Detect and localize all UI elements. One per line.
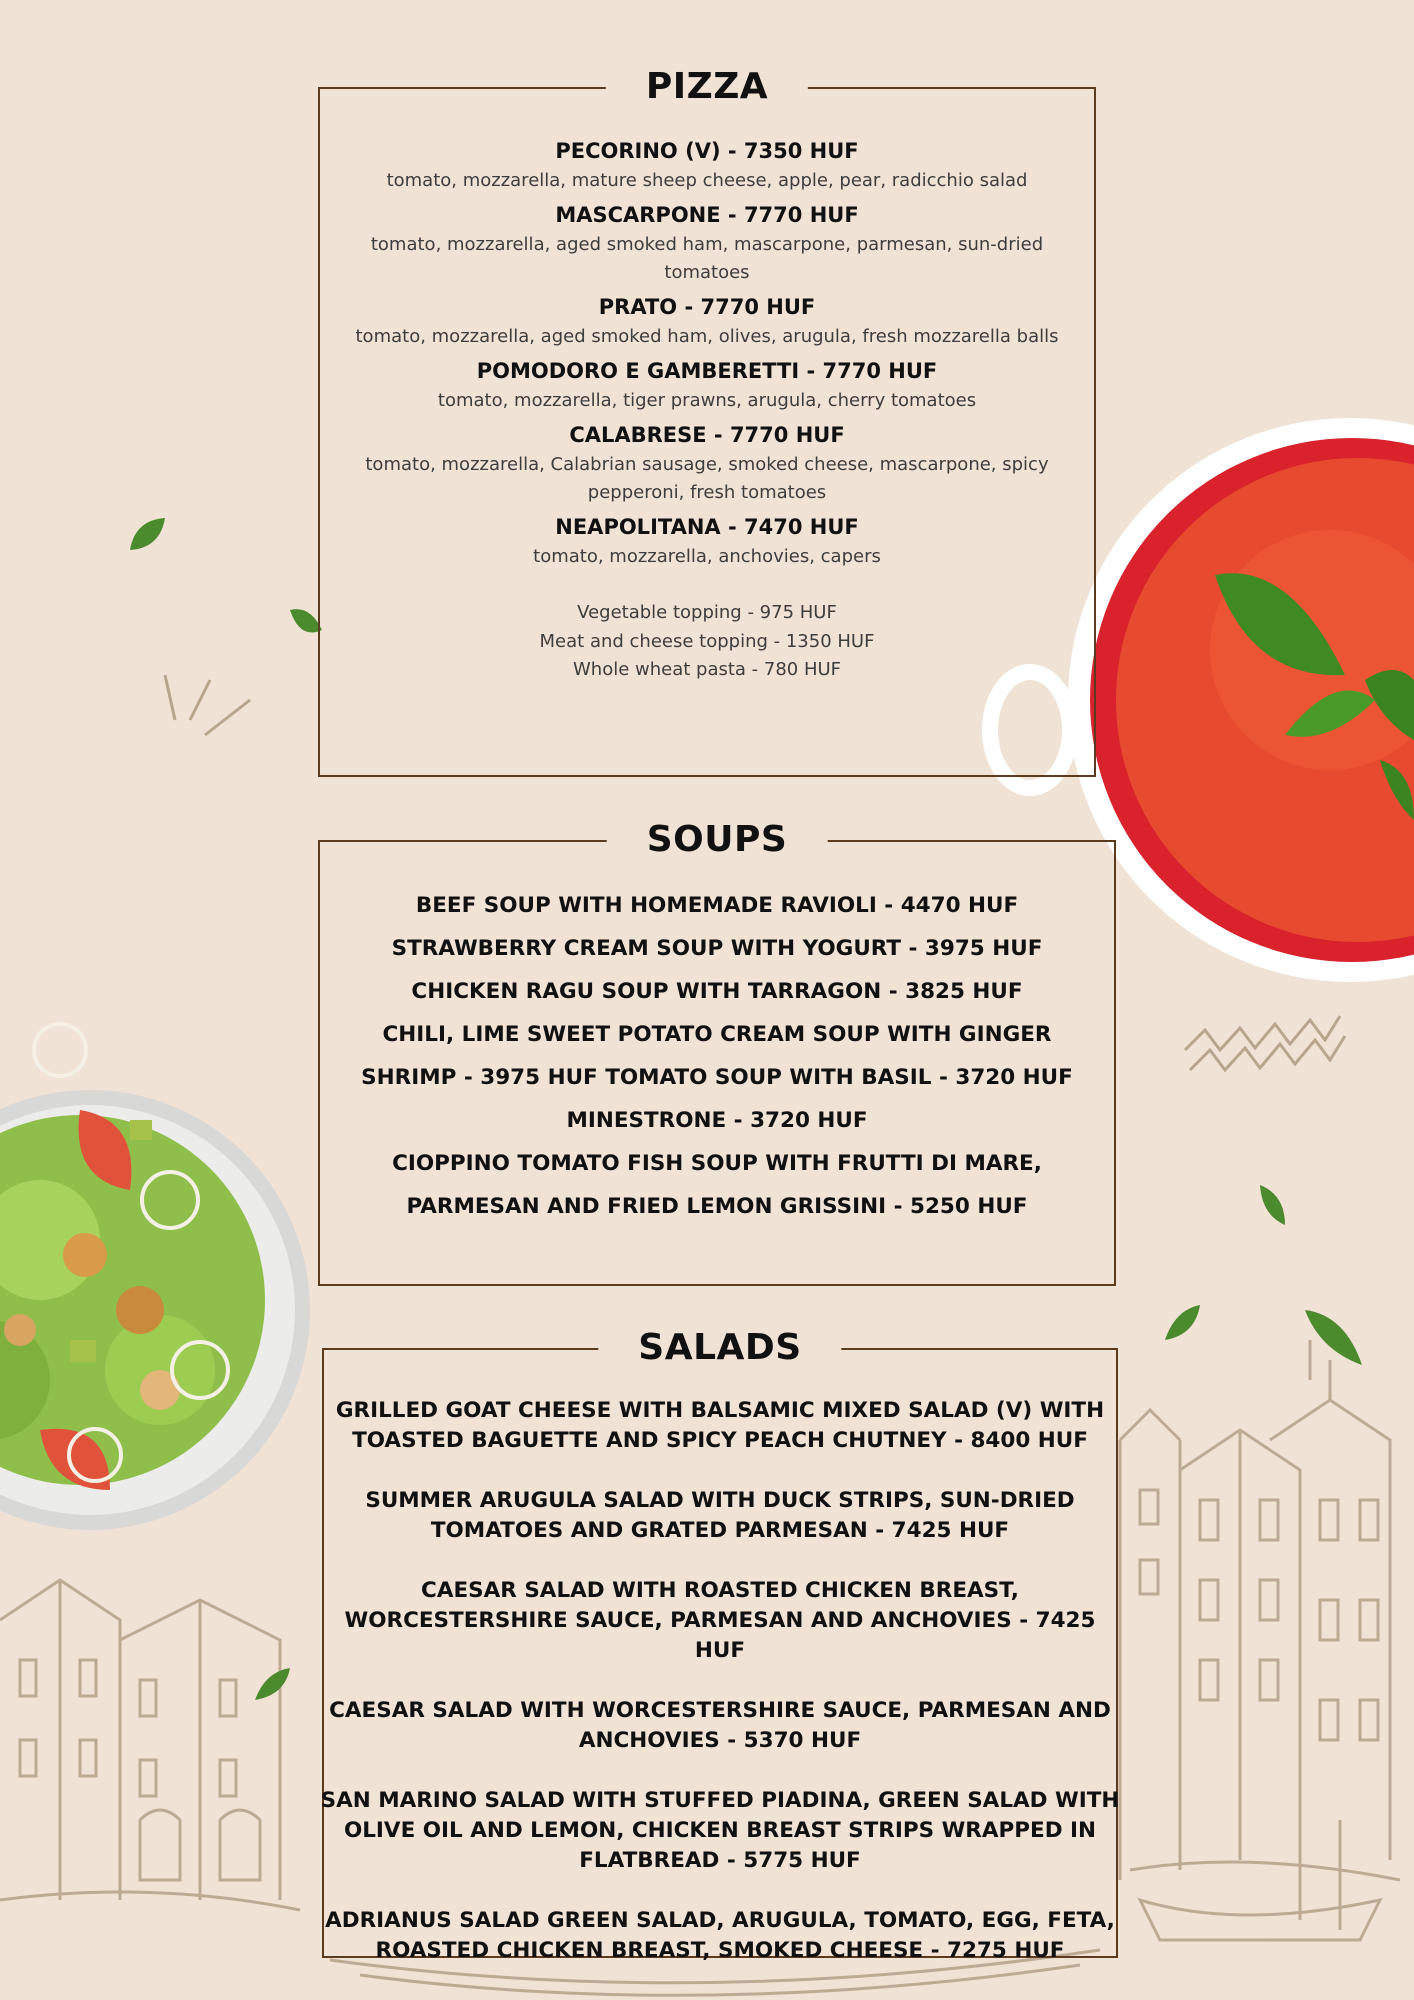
salad-item: SAN MARINO SALAD WITH STUFFED PIADINA, GREEN SALAD WITH OLIVE OIL AND LEMON, CHICKEN BREAST STRIPS WRAPPED IN FLATBREAD - 5775 HUF [320, 1788, 1120, 1873]
menu-item-description: tomato, mozzarella, aged smoked ham, mascarpone, parmesan, sun-dried tomatoes [370, 234, 1044, 283]
salads-section-title: SALADS [598, 1320, 841, 1376]
soup-line: CHILI, LIME SWEET POTATO CREAM SOUP WITH GINGER [382, 1022, 1052, 1047]
menu-item-name: MASCARPONE - 7770 HUF [555, 203, 859, 227]
menu-item-name: POMODORO E GAMBERETTI - 7770 HUF [476, 359, 938, 383]
menu-item-name: PRATO - 7770 HUF [598, 295, 816, 319]
soup-line: BEEF SOUP WITH HOMEMADE RAVIOLI - 4470 HUF [415, 893, 1019, 918]
soups-section-title: SOUPS [607, 812, 828, 868]
pizza-items [320, 135, 1094, 685]
extra-item: Meat and cheese topping - 1350 HUF [539, 630, 875, 652]
menu-item [320, 511, 1094, 571]
menu-item-name: PECORINO (V) - 7350 HUF [555, 139, 859, 163]
pizza-section [318, 66, 1096, 777]
menu-item [320, 135, 1094, 195]
menu-item-description: tomato, mozzarella, tiger prawns, arugula, cherry tomatoes [437, 390, 977, 411]
menu-item-name: CALABRESE - 7770 HUF [569, 423, 845, 447]
soup-line: CHICKEN RAGU SOUP WITH TARRAGON - 3825 HUF [411, 979, 1023, 1004]
soup-line: SHRIMP - 3975 HUF TOMATO SOUP WITH BASIL - 3720 HUF [361, 1065, 1073, 1090]
salad-item: ADRIANUS SALAD GREEN SALAD, ARUGULA, TOMATO, EGG, FETA, ROASTED CHICKEN BREAST, SMOKED CHEESE - 7275 HUF [325, 1908, 1115, 1963]
menu-item [320, 419, 1094, 507]
menu-item-name: NEAPOLITANA - 7470 HUF [555, 515, 859, 539]
soup-items [320, 884, 1114, 1228]
salad-items [318, 1396, 1122, 1996]
pizza-section-title: PIZZA [606, 59, 808, 115]
soup-line: STRAWBERRY CREAM SOUP WITH YOGURT - 3975 HUF [391, 936, 1043, 961]
soup-line: CIOPPINO TOMATO FISH SOUP WITH FRUTTI DI MARE, [392, 1151, 1042, 1176]
salad-item: CAESAR SALAD WITH ROASTED CHICKEN BREAST, WORCESTERSHIRE SAUCE, PARMESAN AND ANCHOVIES - 7425 HUF [344, 1578, 1096, 1663]
menu-item-description: tomato, mozzarella, Calabrian sausage, smoked cheese, mascarpone, spicy pepperoni, fresh tomatoes [365, 454, 1049, 503]
salad-item: SUMMER ARUGULA SALAD WITH DUCK STRIPS, SUN-DRIED TOMATOES AND GRATED PARMESAN - 7425 HUF [365, 1488, 1075, 1543]
menu-item-description: tomato, mozzarella, anchovies, capers [533, 546, 881, 567]
salad-item: GRILLED GOAT CHEESE WITH BALSAMIC MIXED SALAD (V) WITH TOASTED BAGUETTE AND SPICY PEACH CHUTNEY - 8400 HUF [335, 1398, 1105, 1453]
menu-item [320, 355, 1094, 415]
extra-item: Vegetable topping - 975 HUF [577, 602, 837, 623]
salads-section [320, 1327, 1120, 1963]
city-sketch-right [1120, 1340, 1400, 1940]
pizza-extras [320, 599, 1094, 685]
salad-item: CAESAR SALAD WITH WORCESTERSHIRE SAUCE, PARMESAN AND ANCHOVIES - 5370 HUF [329, 1698, 1111, 1753]
menu-item-description: tomato, mozzarella, aged smoked ham, olives, arugula, fresh mozzarella balls [355, 326, 1059, 347]
city-sketch-left [0, 1580, 300, 1910]
sparkle-doodle [165, 675, 250, 735]
menu-item [320, 291, 1094, 351]
extra-item: Whole wheat pasta - 780 HUF [572, 659, 842, 680]
soups-section [318, 819, 1116, 1286]
menu-item-description: tomato, mozzarella, mature sheep cheese, apple, pear, radicchio salad [386, 170, 1028, 191]
zigzag-doodle [1185, 1016, 1340, 1050]
soup-line: PARMESAN AND FRIED LEMON GRISSINI - 5250 HUF [406, 1194, 1028, 1219]
soup-line: MINESTRONE - 3720 HUF [566, 1108, 868, 1133]
menu-item [320, 199, 1094, 287]
salad-bowl-image [0, 1024, 310, 1530]
